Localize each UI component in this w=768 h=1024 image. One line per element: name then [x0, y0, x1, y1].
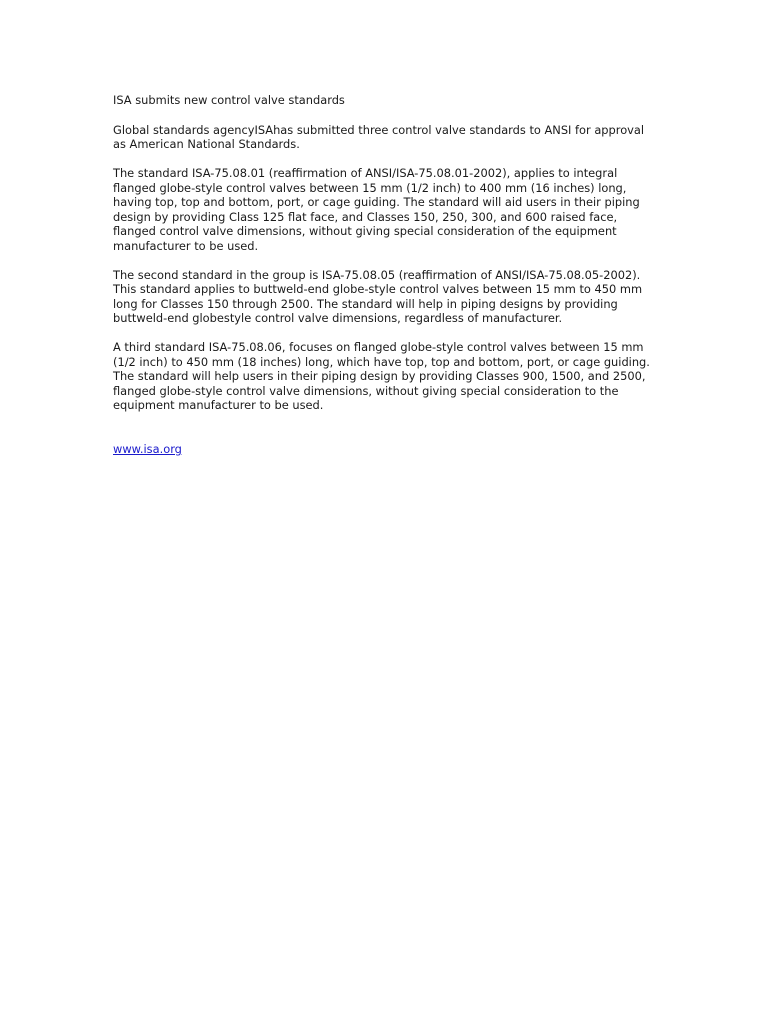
isa-website-link[interactable]: www.isa.org [113, 441, 182, 456]
paragraph-third-standard: A third standard ISA-75.08.06, focuses on flanged globe-style control valves between 15 mm (1/2 inch) to 450 mm (18 inches) long, which have top, top and bottom, port, or cage guiding. The standard will help users in their piping design by providing Classes 900, 1500, and 2500, flanged globe-style control valve dimensions, without giving special consideration to the equipment manufacturer to be used. [113, 340, 650, 412]
document-body [113, 93, 673, 471]
paragraph-second-standard: The second standard in the group is ISA-75.08.05 (reaffirmation of ANSI/ISA-75.08.05-2002). This standard applies to buttweld-end globe-style control valves between 15 mm to 450 mm long for Classes 150 through 2500. The standard will help in piping designs by providing buttweld-end globestyle control valve dimensions, regardless of manufacturer. [113, 267, 643, 325]
link-paragraph [113, 427, 673, 456]
paragraph-intro: Global standards agencyISAhas submitted three control valve standards to ANSI for approval as American National Standards. [113, 122, 645, 151]
document-title: ISA submits new control valve standards [113, 93, 345, 107]
paragraph-first-standard: The standard ISA-75.08.01 (reaffirmation of ANSI/ISA-75.08.01-2002), applies to integral flanged globe-style control valves between 15 mm (1/2 inch) to 400 mm (16 inches) long, having top, top and bottom, port, or cage guiding. The standard will aid users in their piping design by providing Class 125 flat face, and Classes 150, 250, 300, and 600 raised face, flanged control valve dimensions, without giving special consideration of the equipment manufacturer to be used. [113, 166, 640, 253]
